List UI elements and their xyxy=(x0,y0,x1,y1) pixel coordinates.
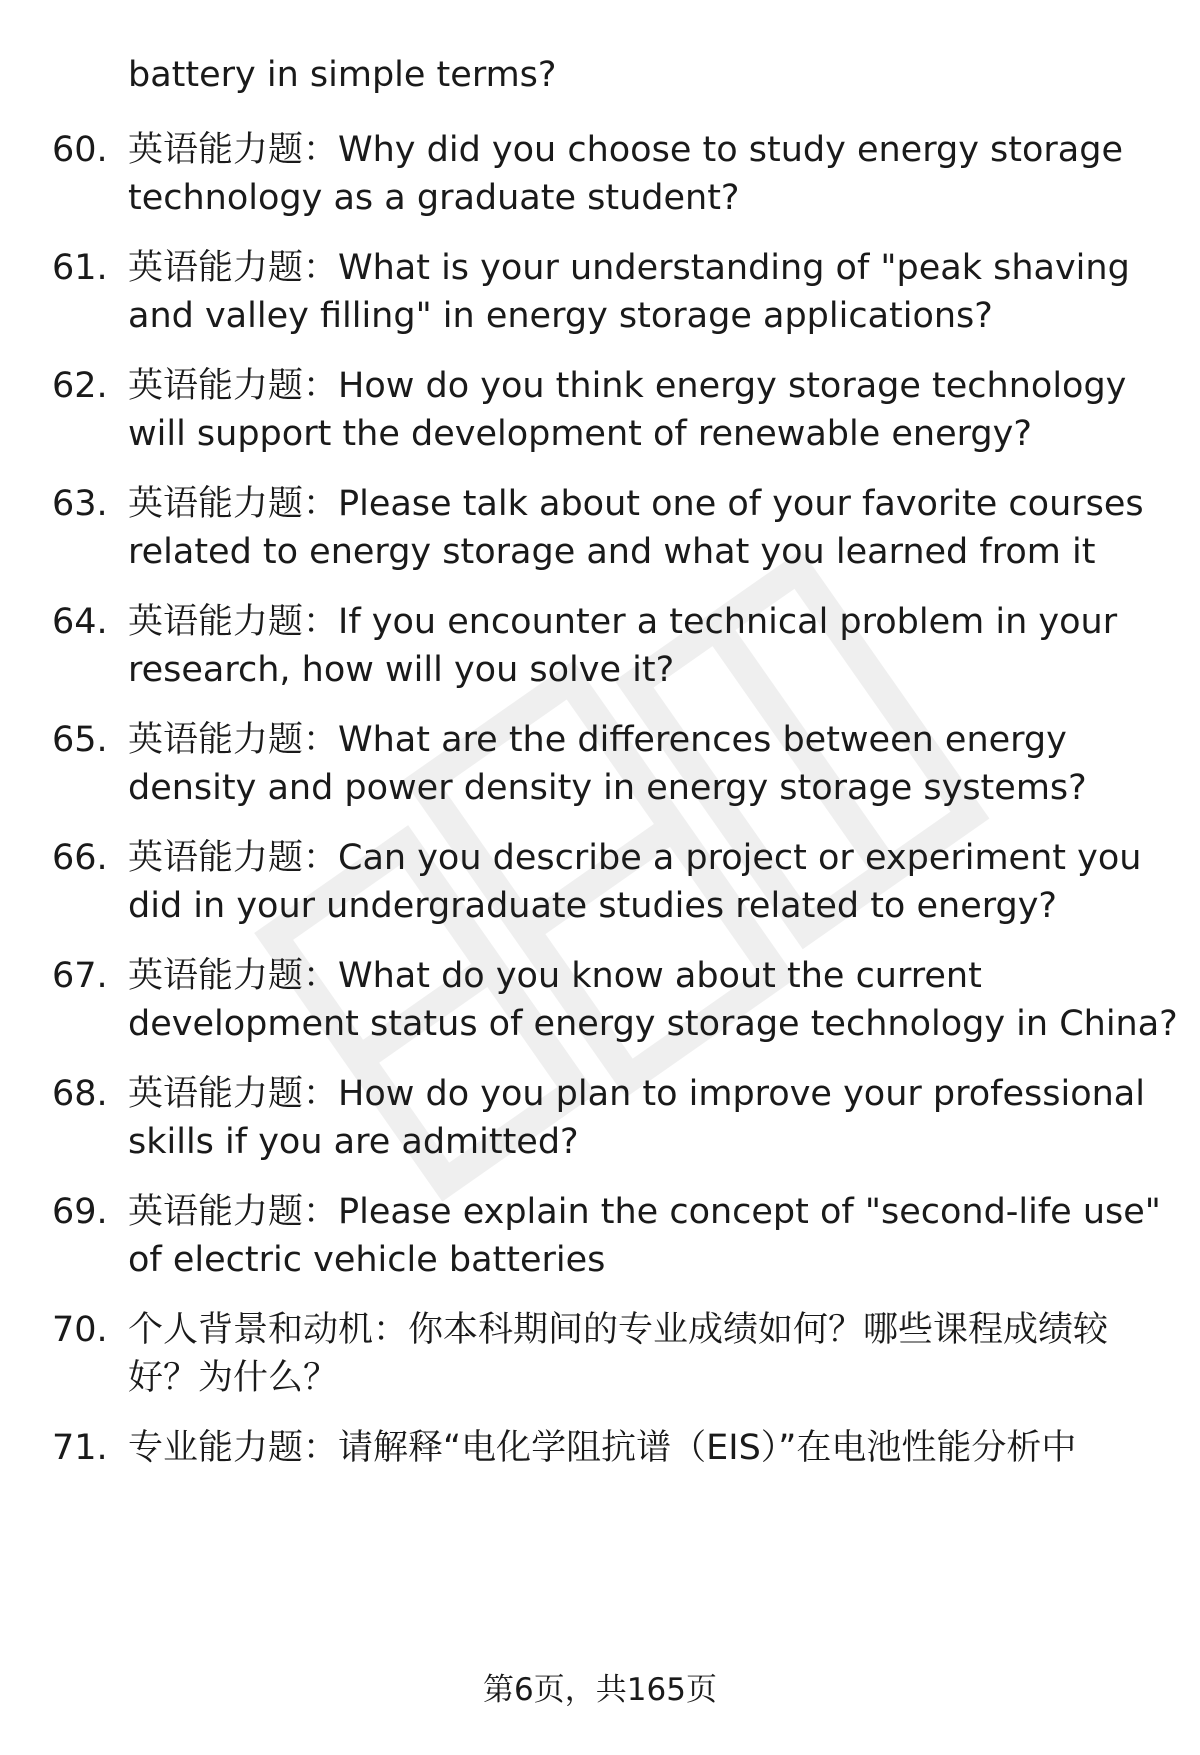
question-line: of electric vehicle batteries xyxy=(128,1240,606,1280)
question-line: 英语能力题：If you encounter a technical problem in your xyxy=(128,602,1118,642)
question-text xyxy=(128,51,1168,99)
question-text xyxy=(128,1070,1168,1166)
question-line: 英语能力题：Please talk about one of your favorite courses xyxy=(128,484,1144,524)
question-text xyxy=(128,480,1168,576)
question-line: will support the development of renewable energy? xyxy=(128,414,1032,454)
question-line: density and power density in energy storage systems? xyxy=(128,768,1087,808)
question-line: and valley filling" in energy storage applications? xyxy=(128,296,993,336)
question-line: 个人背景和动机：你本科期间的专业成绩如何？哪些课程成绩较 xyxy=(128,1310,1109,1350)
question-line: skills if you are admitted? xyxy=(128,1122,579,1162)
question-line: 英语能力题：Please explain the concept of "second-life use" xyxy=(128,1192,1161,1232)
question-text xyxy=(128,1306,1168,1402)
question-number: 71. xyxy=(52,1428,108,1468)
question-line: 英语能力题：How do you think energy storage technology xyxy=(128,366,1127,406)
question-number: 70. xyxy=(52,1310,108,1350)
question-line: 英语能力题：What do you know about the current xyxy=(128,956,982,996)
question-line: 英语能力题：What is your understanding of "peak shaving xyxy=(128,248,1130,288)
question-line: related to energy storage and what you learned from it xyxy=(128,532,1096,572)
page-footer: 第6页，共165页 xyxy=(483,1672,717,1708)
question-text xyxy=(128,126,1168,222)
question-text xyxy=(128,598,1168,694)
question-line: 好？为什么？ xyxy=(128,1358,339,1398)
question-line: 英语能力题：What are the differences between energy xyxy=(128,720,1067,760)
question-line: 英语能力题：Why did you choose to study energy storage xyxy=(128,130,1123,170)
question-line: 英语能力题：Can you describe a project or experiment you xyxy=(128,838,1142,878)
question-line: battery in simple terms? xyxy=(128,55,557,95)
question-line: did in your undergraduate studies related to energy? xyxy=(128,886,1058,926)
question-number: 67. xyxy=(52,956,108,996)
question-number: 65. xyxy=(52,720,108,760)
question-line: technology as a graduate student? xyxy=(128,178,740,218)
question-line: research, how will you solve it? xyxy=(128,650,675,690)
question-text xyxy=(128,1188,1168,1284)
question-number: 69. xyxy=(52,1192,108,1232)
question-text xyxy=(128,1424,1168,1472)
question-text xyxy=(128,716,1168,812)
question-text xyxy=(128,834,1168,930)
question-number: 66. xyxy=(52,838,108,878)
question-number: 63. xyxy=(52,484,108,524)
question-number: 62. xyxy=(52,366,108,406)
question-number: 64. xyxy=(52,602,108,642)
question-text xyxy=(128,952,1178,1048)
question-line: development status of energy storage technology in China? xyxy=(128,1004,1178,1044)
question-line: 英语能力题：How do you plan to improve your professional xyxy=(128,1074,1145,1114)
question-text xyxy=(128,244,1168,340)
question-text xyxy=(128,362,1168,458)
question-number: 60. xyxy=(52,130,108,170)
question-number: 68. xyxy=(52,1074,108,1114)
question-line: 专业能力题：请解释“电化学阻抗谱（EIS）”在电池性能分析中 xyxy=(128,1428,1077,1468)
question-number: 61. xyxy=(52,248,108,288)
